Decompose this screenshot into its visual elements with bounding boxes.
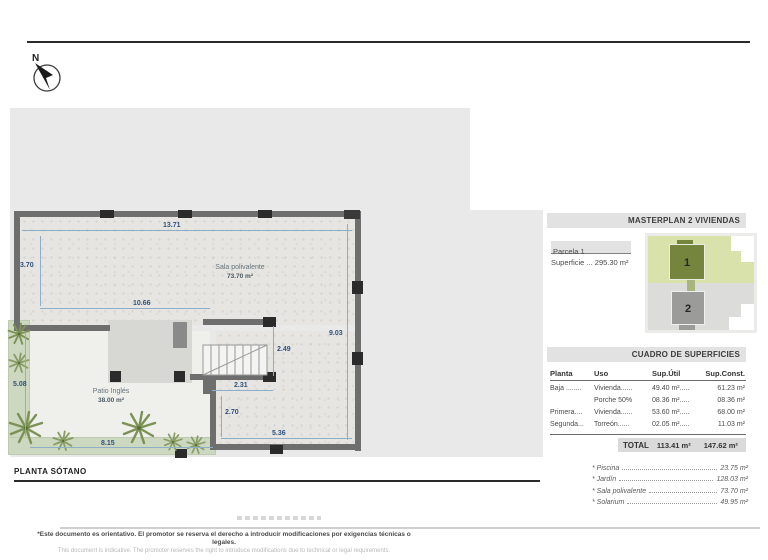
dimension-line — [221, 438, 352, 439]
cell: 08.36 m²..... — [652, 397, 690, 404]
dimension-line — [212, 390, 273, 391]
column — [352, 281, 363, 294]
list-item — [592, 495, 748, 507]
cell: 49.40 m²..... — [652, 385, 690, 392]
column — [174, 371, 185, 382]
dim-label: 2.49 — [277, 346, 291, 353]
masterplan-header: MASTERPLAN 2 VIVIENDAS — [547, 213, 746, 228]
dimension-line — [40, 236, 41, 306]
extra-name: * Piscina — [592, 464, 620, 472]
cell: Torreón...... — [594, 421, 630, 428]
dim-label: 2.70 — [225, 409, 239, 416]
total-label: TOTAL — [623, 440, 649, 450]
column — [263, 317, 276, 327]
list-item — [592, 472, 748, 484]
extra-value: 73.70 m² — [720, 487, 748, 495]
dim-label: 5.36 — [272, 430, 286, 437]
disclaimer — [28, 531, 420, 555]
cell: 68.00 m² — [717, 409, 745, 416]
wall — [355, 211, 361, 451]
staircase — [202, 341, 270, 379]
extra-name: * Sala polivalente — [592, 487, 647, 495]
column — [110, 371, 121, 382]
column — [258, 210, 272, 218]
cell — [550, 395, 594, 407]
table-header-row — [550, 368, 746, 380]
disclaimer-es: *Este documento es orientativo. El promotor se reserva el derecho a introducir modificaciones por exigencias técnicas o legales. — [37, 531, 411, 546]
parcel-superficie: Superficie ... 295.30 m² — [551, 258, 629, 267]
extra-name: * Jardín — [592, 476, 617, 483]
plan-title-underline — [14, 480, 540, 482]
dimension-line — [30, 447, 213, 448]
surfaces-header: CUADRO DE SUPERFICIES — [547, 347, 746, 362]
cell: Segunda... — [550, 421, 584, 428]
palm-tree-icon — [6, 321, 32, 347]
dimension-line — [40, 308, 210, 309]
total-util: 113.41 m² — [656, 440, 691, 450]
parcel-notch — [741, 304, 754, 317]
cell: 61.23 m² — [717, 385, 745, 392]
disclaimer-en: This document is indicative. The promoter reserves the right to introduce modifications due to technical or legal requirements. — [57, 548, 391, 554]
extra-name: * Solarium — [592, 499, 625, 506]
cell: 53.60 m²..... — [652, 409, 690, 416]
total-const: 147.62 m² — [703, 440, 738, 450]
dimension-line — [347, 224, 348, 440]
north-label: N — [32, 53, 40, 64]
illegible-note — [237, 516, 321, 520]
dim-label: 5.08 — [13, 381, 27, 388]
extra-value: 23.75 m² — [720, 464, 748, 472]
column — [178, 210, 192, 218]
cell: Porche 50% — [594, 397, 633, 404]
room-area: 38.00 m² — [97, 397, 125, 404]
palm-tree-icon — [6, 408, 46, 448]
site-backdrop-upper — [10, 108, 470, 210]
dotted-leader — [622, 469, 717, 470]
dotted-leader — [649, 492, 717, 493]
wall — [210, 444, 361, 450]
dotted-leader — [627, 503, 717, 504]
surfaces-table — [550, 368, 746, 452]
dimension-line — [221, 396, 222, 437]
room-area: 73.70 m² — [226, 273, 254, 280]
building-2-jog — [679, 325, 695, 330]
table-rule — [550, 380, 746, 381]
palm-tree-icon — [119, 408, 159, 448]
north-compass-icon — [22, 48, 68, 100]
cell: 11.03 m² — [717, 421, 745, 428]
dotted-leader — [619, 480, 713, 481]
table-row — [550, 395, 746, 407]
dimension-line — [273, 326, 274, 376]
dim-label: 13.71 — [163, 222, 181, 229]
cell: 02.05 m²..... — [652, 421, 690, 428]
palm-tree-icon — [51, 429, 75, 453]
building-2: 2 — [671, 291, 705, 325]
wall — [203, 380, 210, 394]
column — [100, 210, 114, 218]
column — [352, 352, 363, 365]
parcel-notch — [729, 317, 754, 330]
extra-value: 128.03 m² — [716, 476, 748, 483]
list-item — [592, 483, 748, 495]
list-item — [592, 460, 748, 472]
palm-tree-icon — [185, 434, 207, 456]
table-row — [550, 407, 746, 419]
wall-stub — [173, 322, 187, 348]
siteplan-thumbnail — [645, 233, 757, 333]
column — [270, 445, 283, 454]
dim-label: 9.03 — [329, 330, 343, 337]
col-header: Uso — [594, 369, 609, 378]
table-row — [550, 383, 746, 395]
dim-label: 3.70 — [20, 262, 34, 269]
dimension-line — [22, 230, 352, 231]
plan-title: PLANTA SÓTANO — [14, 467, 87, 476]
cell: Primera.... — [550, 409, 583, 416]
top-divider — [27, 41, 750, 43]
parcel-field — [551, 241, 631, 254]
dim-label: 8.15 — [101, 440, 115, 447]
parcel-notch — [741, 251, 754, 262]
dim-label: 2.31 — [234, 382, 248, 389]
footer-divider — [60, 527, 760, 529]
cell: Vivienda...... — [594, 385, 633, 392]
room-name: Patio Inglés — [92, 388, 130, 395]
building-1: 1 — [669, 244, 705, 280]
cell: Vivienda...... — [594, 409, 633, 416]
palm-tree-icon — [7, 351, 31, 375]
parcel-label: Parcela 1 — [553, 247, 585, 256]
cell: Baja ........ — [550, 385, 582, 392]
parcel-notch — [731, 236, 754, 251]
col-header: Sup.Const. — [705, 369, 745, 378]
extra-value: 49.95 m² — [720, 499, 748, 506]
column — [344, 210, 360, 219]
extras-list — [592, 460, 748, 506]
col-header: Planta — [550, 369, 573, 378]
room-label-sala — [198, 263, 282, 281]
cell: 08.36 m² — [717, 397, 745, 404]
palm-tree-icon — [162, 431, 184, 453]
total-row — [618, 438, 746, 452]
room-label-patio — [76, 387, 146, 405]
table-row — [550, 419, 746, 431]
table-rule — [550, 434, 746, 435]
wall — [14, 211, 20, 331]
building-connector — [687, 280, 695, 291]
dim-label: 10.66 — [133, 300, 151, 307]
col-header: Sup.Útil — [652, 369, 681, 378]
room-name: Sala polivalente — [215, 264, 265, 271]
